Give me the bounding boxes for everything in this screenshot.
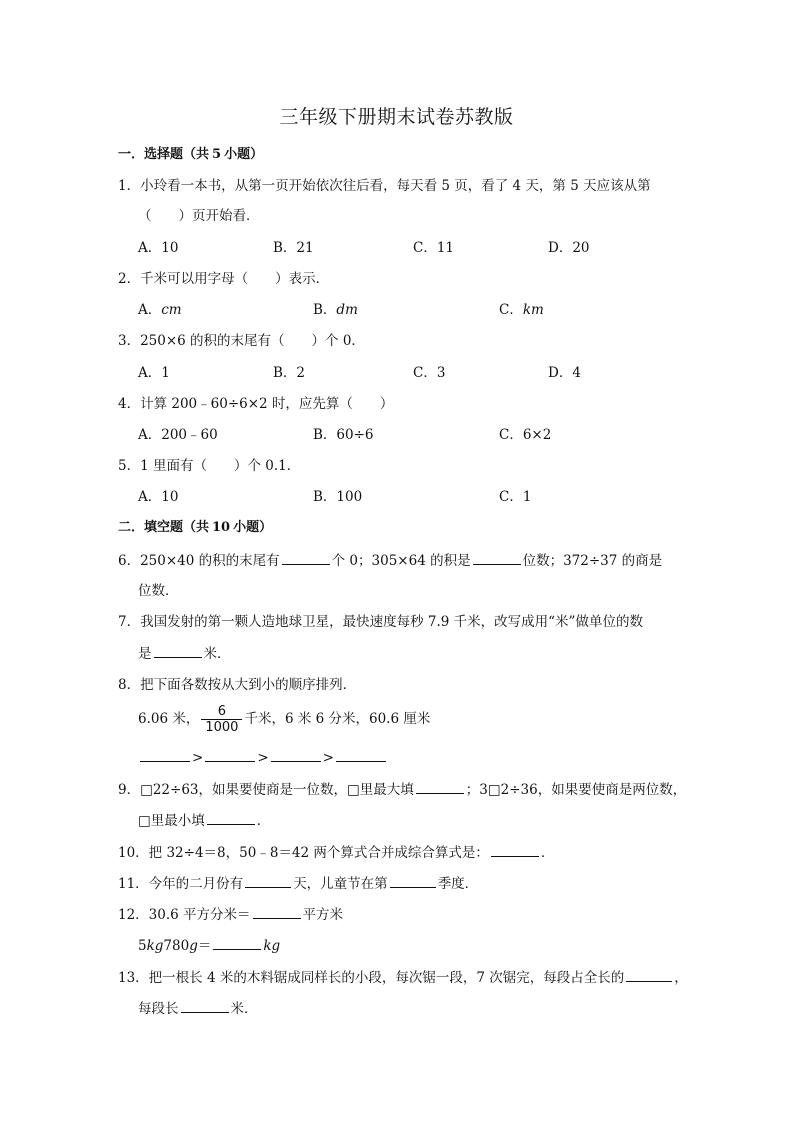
q3-option-a: A．1 [138,365,170,381]
question-9-line-1 [118,780,686,799]
q2-option-c-label: C． [499,302,523,318]
question-9-line-2 [138,811,270,830]
greater-than-sign: > [322,750,334,766]
question-2: 2．千米可以用字母（ ）表示． [118,271,330,287]
question-12-line-1 [118,905,343,924]
q1-option-b: B．21 [273,240,314,256]
section-heading-text: 一．选择题（共 [118,147,210,162]
q3-option-d: D．4 [548,365,581,381]
q11-text-a: 11．今年的二月份有 [118,876,244,892]
q8-item-2: 千米，6 米 6 分米，60.6 厘米 [244,711,431,727]
q2-option-c [499,301,544,319]
q12-unit-g: g [189,938,198,954]
section-count: 5 [212,147,222,162]
question-13-line-1 [118,968,688,987]
q13-text-c: 每段长 [138,1001,179,1017]
section-heading-choice [118,146,263,164]
q7-text-b: 米． [203,646,231,662]
q7-text-a: 是 [138,646,152,662]
q6-text-c: 位数；372÷37 的商是 [522,553,663,569]
section-count: 10 [212,520,231,535]
answer-blank[interactable] [336,748,386,762]
answer-blank[interactable] [140,748,190,762]
q2-option-b-unit: dm [336,302,358,318]
greater-than-sign: > [257,750,269,766]
question-7-line-1: 7．我国发射的第一颗人造地球卫星，最快速度每秒 7.9 千米，改写成用“米”做单位的数 [118,614,643,630]
q12-equals: ＝ [197,938,212,954]
question-1-line-1: 1．小玲看一本书，从第一页开始依次往后看，每天看 5 页，看了 4 天，第 5 天应该从第 [118,178,651,194]
q4-option-a: A．200﹣60 [138,427,218,443]
q2-option-c-unit: km [522,302,544,318]
question-11 [118,874,478,893]
question-6-line-1 [118,551,662,570]
page-title: 三年级下册期末试卷苏教版 [279,106,514,128]
q2-option-b-label: B． [313,302,337,318]
answer-blank[interactable] [390,874,436,888]
q9-text-a: 9．□22÷63，如果要使商是一位数，□里最大填 [118,782,414,798]
question-3: 3．250×6 的积的末尾有（ ）个 0． [118,333,365,349]
answer-blank[interactable] [181,999,229,1013]
q2-option-a-label: A． [138,302,162,318]
q9-text-d: ． [256,813,271,829]
q10-text-b: ． [540,845,555,861]
fraction-denominator: 1000 [205,720,239,735]
q3-option-b: B．2 [273,365,306,381]
q13-text-d: 米． [230,1001,258,1017]
question-6-line-2: 位数． [138,583,179,599]
answer-blank[interactable] [245,874,291,888]
q4-option-c: C．6×2 [499,427,552,443]
q3-option-c: C．3 [413,365,446,381]
section-heading-tail: 小题） [224,147,264,162]
q5-option-b: B．100 [313,489,363,505]
question-5: 5．1 里面有（ ）个 0.1． [118,458,301,474]
q1-option-d: D．20 [548,240,590,256]
question-10 [118,843,554,862]
question-13-line-2 [138,999,258,1018]
q13-text-a: 13．把一根长 4 米的木料锯成同样长的小段，每次锯一段，7 次锯完，每段占全长的 [118,970,625,986]
answer-blank[interactable] [473,551,521,565]
answer-blank[interactable] [154,644,202,658]
q8-item-1: 6.06 米， [138,711,200,727]
question-1-line-2: （ ）页开始看． [138,208,260,224]
fraction [201,704,242,735]
section-heading-tail: 小题） [233,520,273,535]
question-8-items [138,702,430,736]
q13-text-b: ， [674,970,688,986]
q2-option-a-unit: cm [161,302,182,318]
answer-blank[interactable] [205,748,255,762]
answer-blank[interactable] [282,551,330,565]
q1-option-a: A．10 [138,240,179,256]
q12-unit-kg: kg [146,938,164,954]
q12-text-a: 12．30.6 平方分米＝ [118,907,251,923]
section-heading-text: 二．填空题（共 [118,520,210,535]
answer-blank[interactable] [213,936,261,950]
q4-option-b: B．60÷6 [313,427,374,443]
q10-text-a: 10．把 32÷4＝8，50﹣8＝42 两个算式合并成综合算式是： [118,845,489,861]
q6-text-b: 个 0；305×64 的积是 [331,553,471,569]
question-7-line-2 [138,644,231,663]
answer-blank[interactable] [207,811,255,825]
q11-text-c: 季度． [437,876,479,892]
answer-blank[interactable] [491,843,539,857]
section-heading-fill [118,519,272,537]
q9-text-c: □里最小填 [138,813,205,829]
q1-option-c: C．11 [413,240,455,256]
q11-text-b: 天，儿童节在第 [293,876,388,892]
q12-number-780: 780 [163,938,190,954]
answer-blank[interactable] [626,968,672,982]
question-12-line-2 [138,936,280,955]
q12-text-b: 平方米 [302,907,344,923]
q9-text-b: ；3□2÷36，如果要使商是两位数， [465,782,687,798]
q6-text-a: 6．250×40 的积的末尾有 [118,553,280,569]
q5-option-a: A．10 [138,489,179,505]
answer-blank[interactable] [416,780,464,794]
q2-option-a [138,301,182,319]
q12-number-5: 5 [138,938,147,954]
question-4: 4．计算 200﹣60÷6×2 时，应先算（ ） [118,396,394,412]
answer-blank[interactable] [253,905,301,919]
question-8-answer-row [138,748,388,767]
question-8: 8．把下面各数按从大到小的顺序排列． [118,677,357,693]
greater-than-sign: > [192,750,204,766]
q5-option-c: C．1 [499,489,532,505]
q2-option-b [313,301,358,319]
q12-unit-kg-result: kg [263,938,281,954]
fraction-numerator: 6 [201,704,242,720]
answer-blank[interactable] [271,748,321,762]
